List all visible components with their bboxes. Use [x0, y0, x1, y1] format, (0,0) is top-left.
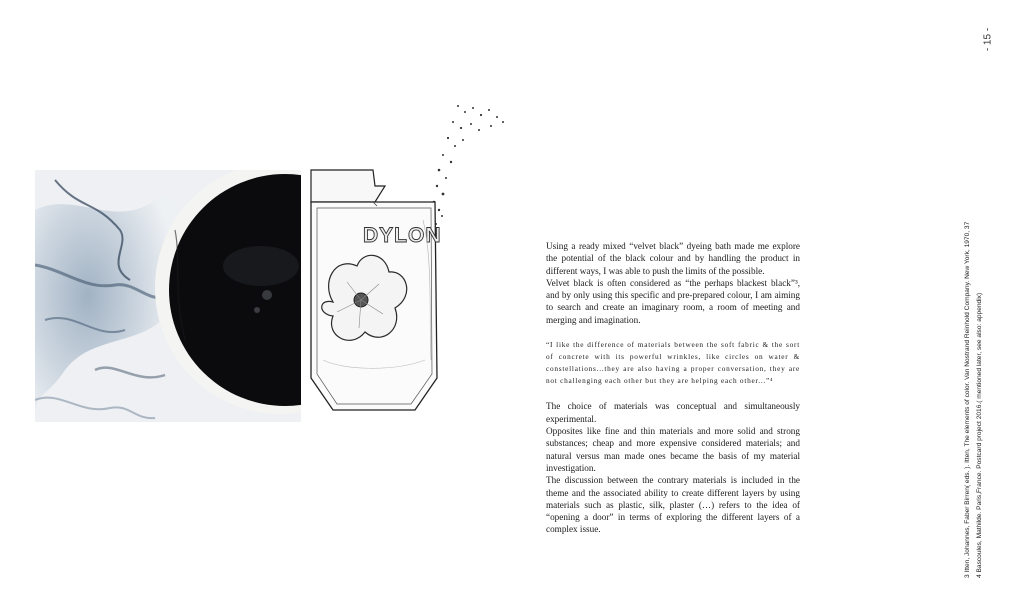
paragraph-blackest-black: Velvet black is often considered as “the perhaps blackest black”³, and by only using this specific and pre-prepared colour, I am aiming to search and create an imaginary room, a room of meeting and merging and imagination.: [546, 277, 800, 325]
page-number: - 15 -: [982, 27, 994, 52]
quote-bascoules: “I like the difference of materials between the soft fabric & the sort of concrete with its powerful wrinkles, like circles on water & constellations...they are also having a proper conversation, they are not challenging each other but they are helping each other...”⁴: [546, 340, 800, 386]
footnotes: [962, 148, 990, 578]
dye-bath-photo-art: [35, 170, 301, 422]
footnote-3: 3 Itten, Johannes, Faber Birren( eds. ). Itten, The elements of color. Van Nostrand Reinhold Company. New York, 1970, 37: [964, 221, 971, 578]
dylon-packet-sketch: [303, 60, 518, 425]
dye-bath-photo: [35, 170, 301, 422]
footnote-4: 4 Bascoules, Mathilde. Paris,France. Postcard project 2016.( mentioned later, see also: appendix): [976, 292, 983, 578]
dylon-packet-sketch-art: [303, 60, 518, 425]
paragraph-choice-of-materials: The choice of materials was conceptual and simultaneously experimental.: [546, 401, 800, 424]
body-text-column: [546, 240, 800, 536]
paragraph-velvet-black-bath: Using a ready mixed “velvet black” dyeing bath made me explore the potential of the black colour and by handling the product in different ways, I was able to push the limits of the possible.: [546, 241, 800, 276]
dylon-logo: DYLON: [363, 224, 442, 247]
paragraph-opposites: Opposites like fine and thin materials and more solid and strong substances; cheap and more expensive considered materials; and natural versus man made ones became the basis of my material investigation.: [546, 426, 800, 473]
paragraph-discussion: The discussion between the contrary materials is included in the theme and the associated ability to create different layers by using materials such as plastic, silk, plaster (…) refers to the idea of “opening a door” in terms of exploring the different layers of a complex issue.: [546, 475, 800, 535]
